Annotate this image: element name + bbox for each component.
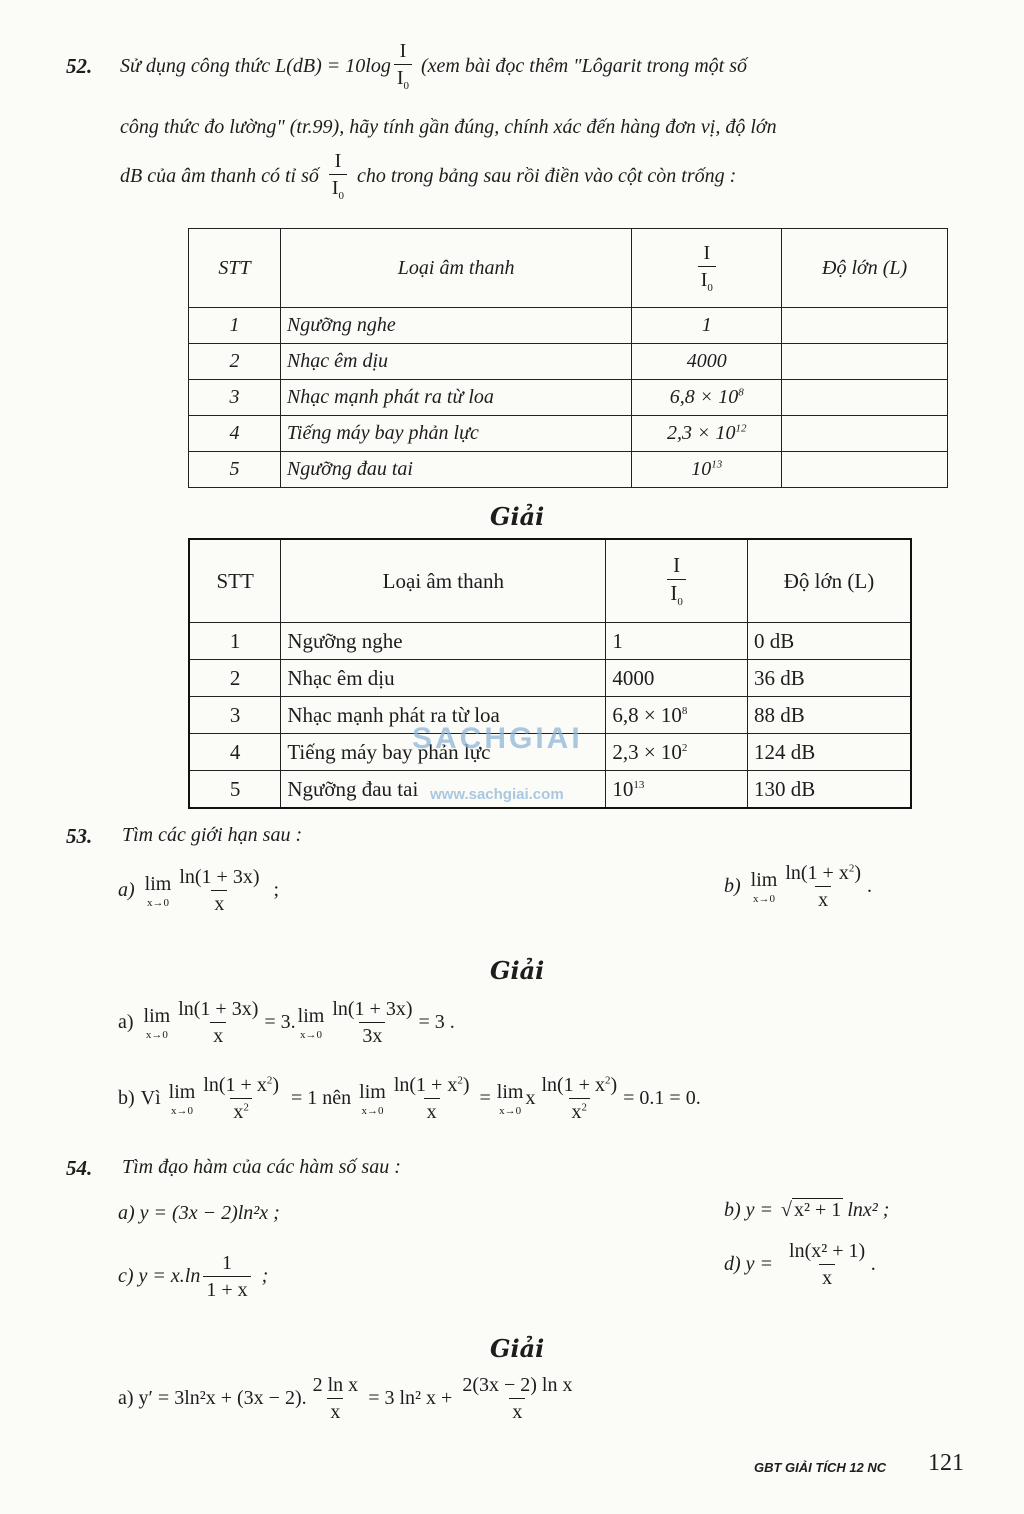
because-word: Vì bbox=[140, 1087, 161, 1109]
problem-52-line3 bbox=[120, 150, 736, 202]
separator: ; bbox=[273, 879, 280, 901]
equals-three: = 3. bbox=[264, 1011, 296, 1033]
lim-text: lim bbox=[297, 1004, 325, 1027]
den-letter: I bbox=[700, 268, 708, 291]
part-label: b) bbox=[724, 875, 741, 897]
fraction bbox=[200, 1074, 282, 1123]
fraction-numerator: ln(x² + 1) bbox=[789, 1240, 866, 1262]
table-row bbox=[189, 623, 911, 660]
factor-x: x bbox=[525, 1087, 536, 1109]
cell-ratio bbox=[632, 380, 782, 416]
problem-54b bbox=[724, 1198, 889, 1222]
ratio-exponent: 13 bbox=[633, 778, 645, 791]
cell-stt: 2 bbox=[189, 344, 281, 380]
fraction-denominator: $x^2$ bbox=[569, 1098, 591, 1123]
den-subscript: 0 bbox=[338, 190, 345, 202]
cell-loudness: 124 dB bbox=[747, 734, 911, 771]
lim-text: lim bbox=[143, 1004, 171, 1027]
problem-54c bbox=[118, 1252, 268, 1301]
ratio-base: 6,8 × 10 bbox=[669, 386, 739, 408]
header-stt: STT bbox=[189, 539, 281, 623]
den-letter: I bbox=[331, 177, 339, 199]
problem-53-number: 53. bbox=[66, 824, 93, 848]
fraction-denominator: 3x bbox=[359, 1022, 385, 1047]
den-letter: I bbox=[396, 67, 404, 89]
ratio-base: 2,3 × 10 bbox=[667, 422, 736, 444]
fraction-denominator: x bbox=[211, 890, 227, 915]
cell-ratio: 4000 bbox=[632, 344, 782, 380]
limit-operator bbox=[145, 873, 172, 909]
fraction-denominator bbox=[394, 64, 412, 92]
fraction-numerator: ln(1 + 3x) bbox=[178, 998, 259, 1020]
lim-text: lim bbox=[144, 872, 172, 895]
ratio-fraction bbox=[698, 242, 716, 294]
table-row bbox=[189, 452, 948, 488]
cell-sound-type: Tiếng máy bay phản lực bbox=[281, 734, 606, 771]
cell-stt: 5 bbox=[189, 771, 281, 809]
fraction bbox=[329, 998, 415, 1047]
num-base: ln(1 + x bbox=[393, 1074, 458, 1096]
b-prefix: b) y = bbox=[724, 1198, 774, 1221]
cell-ratio bbox=[632, 452, 782, 488]
den-subscript: 0 bbox=[707, 281, 713, 294]
fraction-denominator: x bbox=[509, 1398, 525, 1423]
table-header-row bbox=[189, 229, 948, 308]
solution-54a bbox=[118, 1374, 578, 1423]
fraction-denominator: x bbox=[424, 1098, 440, 1123]
fraction bbox=[391, 1074, 473, 1123]
den-subscript: 0 bbox=[403, 80, 410, 92]
fraction-numerator: $\ln(1 + x^2)$ bbox=[203, 1074, 280, 1096]
lim-text: lim bbox=[168, 1080, 196, 1103]
page-number: 121 bbox=[928, 1450, 964, 1476]
fraction-numerator: I bbox=[334, 150, 342, 172]
problem-53a bbox=[118, 866, 279, 915]
solution-53a bbox=[118, 998, 455, 1047]
fraction-numerator: I bbox=[673, 552, 681, 577]
limit-operator bbox=[497, 1081, 524, 1117]
header-loudness: Độ lớn (L) bbox=[782, 229, 948, 308]
fraction bbox=[782, 862, 864, 911]
derivative-middle: = 3 ln² x + bbox=[368, 1387, 453, 1409]
watermark-logo: SACHGIAI bbox=[412, 722, 583, 755]
sqrt-symbol: √ bbox=[781, 1198, 793, 1221]
problem-52-line3-end: cho trong bảng sau rồi điền vào cột còn trống : bbox=[357, 164, 737, 187]
cell-loudness: 0 dB bbox=[747, 623, 911, 660]
part-label: a) bbox=[118, 879, 135, 901]
limit-operator bbox=[169, 1081, 196, 1117]
cell-sound-type: Ngưỡng đau tai bbox=[280, 452, 631, 488]
lim-sub: x→0 bbox=[299, 1028, 322, 1041]
d-prefix: d) y = bbox=[724, 1253, 774, 1275]
header-ratio bbox=[632, 229, 782, 308]
header-sound-type: Loại âm thanh bbox=[281, 539, 606, 623]
solution-heading: Giải bbox=[490, 502, 545, 531]
lim-sub: x→0 bbox=[145, 1028, 168, 1041]
derivative-start: a) y′ = 3ln²x + (3x − 2). bbox=[118, 1387, 307, 1409]
table-header-row bbox=[189, 539, 911, 623]
problem-52-line2: công thức đo lường" (tr.99), hãy tính gần đúng, chính xác đến hàng đơn vị, độ lớn bbox=[120, 116, 777, 138]
solution-heading: Giải bbox=[490, 956, 545, 985]
cell-ratio: 1 bbox=[632, 308, 782, 344]
sound-table-question bbox=[188, 228, 948, 488]
lim-text: lim bbox=[750, 868, 778, 891]
cell-stt: 3 bbox=[189, 380, 281, 416]
part-label: a) bbox=[118, 1011, 134, 1033]
problem-52-line1-start: Sử dụng công thức L(dB) = 10log bbox=[120, 54, 391, 77]
cell-loudness-empty bbox=[782, 380, 948, 416]
fraction-numerator: $\ln(1 + x^2)$ bbox=[393, 1074, 470, 1096]
table-row bbox=[189, 416, 948, 452]
fraction bbox=[203, 1252, 250, 1301]
lim-text: lim bbox=[496, 1080, 524, 1103]
fraction-numerator: $\ln(1 + x^2)$ bbox=[785, 862, 862, 884]
header-ratio bbox=[606, 539, 748, 623]
fraction-denominator: 1 + x bbox=[203, 1276, 250, 1301]
fraction-numerator: ln(1 + 3x) bbox=[179, 866, 260, 888]
cell-sound-type: Nhạc mạnh phát ra từ loa bbox=[280, 380, 631, 416]
cell-sound-type: Ngưỡng đau tai bbox=[281, 771, 606, 809]
fraction-denominator: $x^2$ bbox=[230, 1098, 252, 1123]
problem-54-number: 54. bbox=[66, 1156, 93, 1180]
lim-sub: x→0 bbox=[171, 1104, 193, 1117]
fraction-numerator: I bbox=[399, 40, 407, 62]
num-base: ln(1 + x bbox=[203, 1074, 267, 1096]
equals-one-so: = 1 nên bbox=[291, 1087, 352, 1109]
sound-table-solution bbox=[188, 538, 912, 809]
den-subscript: 0 bbox=[677, 596, 683, 609]
cell-loudness: 88 dB bbox=[747, 697, 911, 734]
table-row bbox=[189, 660, 911, 697]
lim-text: lim bbox=[359, 1080, 386, 1103]
cell-stt: 1 bbox=[189, 623, 281, 660]
limit-operator bbox=[751, 869, 778, 905]
ratio-fraction bbox=[394, 40, 412, 92]
fraction-denominator bbox=[329, 174, 347, 202]
problem-52-line3-start: dB của âm thanh có tỉ số bbox=[120, 164, 319, 187]
ratio-base: 10 bbox=[691, 458, 712, 480]
limit-operator bbox=[359, 1081, 386, 1117]
cell-stt: 3 bbox=[189, 697, 281, 734]
cell-sound-type: Ngưỡng nghe bbox=[280, 308, 631, 344]
fraction-denominator bbox=[698, 266, 716, 294]
header-loudness: Độ lớn (L) bbox=[747, 539, 911, 623]
cell-ratio: 1 bbox=[606, 623, 748, 660]
fraction-denominator bbox=[667, 579, 686, 608]
ratio-base: 10 bbox=[612, 776, 634, 801]
problem-53-title: Tìm các giới hạn sau : bbox=[122, 824, 303, 846]
fraction-denominator: x bbox=[815, 886, 831, 911]
num-base: ln(1 + x bbox=[541, 1074, 605, 1096]
watermark-url: www.sachgiai.com bbox=[430, 786, 564, 803]
cell-sound-type: Nhạc mạnh phát ra từ loa bbox=[281, 697, 606, 734]
fraction-denominator: x bbox=[327, 1398, 343, 1423]
cell-ratio bbox=[606, 771, 748, 809]
cell-stt: 4 bbox=[189, 416, 281, 452]
ratio-base: 2,3 × 10 bbox=[612, 739, 682, 764]
table-row bbox=[189, 344, 948, 380]
fraction bbox=[538, 1074, 620, 1123]
cell-loudness-empty bbox=[782, 344, 948, 380]
cell-stt: 4 bbox=[189, 734, 281, 771]
result: = 3 . bbox=[418, 1011, 455, 1033]
cell-stt: 5 bbox=[189, 452, 281, 488]
ratio-base: 6,8 × 10 bbox=[612, 702, 682, 727]
cell-loudness: 36 dB bbox=[747, 660, 911, 697]
result: = 0.1 = 0. bbox=[623, 1087, 701, 1109]
cell-stt: 2 bbox=[189, 660, 281, 697]
cell-loudness-empty bbox=[782, 308, 948, 344]
equals: = bbox=[479, 1087, 491, 1109]
table-row bbox=[189, 380, 948, 416]
problem-54a: a) y = (3x − 2)ln²x ; bbox=[118, 1202, 280, 1224]
problem-52-number: 52. bbox=[66, 54, 93, 78]
cell-stt: 1 bbox=[189, 308, 281, 344]
lim-sub: x→0 bbox=[753, 892, 775, 905]
lim-sub: x→0 bbox=[147, 896, 169, 909]
header-sound-type: Loại âm thanh bbox=[280, 229, 631, 308]
problem-54d bbox=[724, 1240, 876, 1289]
limit-operator bbox=[144, 1005, 171, 1041]
num-base: ln(1 + x bbox=[785, 862, 849, 884]
ratio-fraction bbox=[667, 554, 686, 608]
period: . bbox=[871, 1253, 877, 1275]
cell-ratio bbox=[606, 734, 748, 771]
ratio-fraction-2 bbox=[329, 150, 347, 202]
fraction-numerator: I bbox=[703, 241, 711, 264]
lim-sub: x→0 bbox=[361, 1104, 384, 1117]
fraction bbox=[459, 1374, 575, 1423]
lim-sub: x→0 bbox=[499, 1104, 522, 1117]
ratio-exponent: 2 bbox=[681, 741, 688, 754]
footer-book-title: GBT GIẢI TÍCH 12 NC bbox=[754, 1460, 887, 1475]
ratio-exponent: 8 bbox=[681, 704, 688, 717]
separator: ; bbox=[261, 1265, 269, 1287]
cell-ratio bbox=[606, 697, 748, 734]
fraction bbox=[175, 998, 261, 1047]
cell-loudness-empty bbox=[782, 452, 948, 488]
fraction bbox=[786, 1240, 868, 1289]
cell-sound-type: Nhạc êm dịu bbox=[281, 660, 606, 697]
part-label: b) bbox=[118, 1087, 135, 1109]
fraction-numerator: 2 ln x bbox=[312, 1374, 359, 1396]
problem-52-line1-end: (xem bài đọc thêm "Lôgarit trong một số bbox=[421, 54, 747, 77]
fraction-numerator: $\ln(1 + x^2)$ bbox=[541, 1074, 618, 1096]
fraction bbox=[310, 1374, 362, 1423]
fraction-denominator: x bbox=[210, 1022, 226, 1047]
problem-54-title: Tìm đạo hàm của các hàm số sau : bbox=[122, 1156, 401, 1178]
problem-53b bbox=[724, 862, 872, 911]
cell-ratio: 4000 bbox=[606, 660, 748, 697]
solution-53b bbox=[118, 1074, 701, 1123]
cell-loudness-empty bbox=[782, 416, 948, 452]
solution-heading: Giải bbox=[490, 1334, 545, 1363]
ratio-exponent: 8 bbox=[738, 386, 744, 399]
cell-sound-type: Nhạc êm dịu bbox=[280, 344, 631, 380]
fraction-numerator: 1 bbox=[221, 1252, 232, 1274]
fraction-numerator: 2(3x − 2) ln x bbox=[462, 1374, 573, 1396]
ratio-exponent: 13 bbox=[711, 458, 723, 471]
limit-operator bbox=[298, 1005, 325, 1041]
fraction-numerator: ln(1 + 3x) bbox=[332, 998, 413, 1020]
cell-loudness: 130 dB bbox=[747, 771, 911, 809]
header-stt: STT bbox=[189, 229, 281, 308]
fraction-denominator: x bbox=[819, 1264, 835, 1289]
ratio-exponent: 12 bbox=[735, 422, 747, 435]
table-row bbox=[189, 308, 948, 344]
cell-sound-type: Ngưỡng nghe bbox=[281, 623, 606, 660]
fraction bbox=[176, 866, 262, 915]
period: . bbox=[867, 875, 873, 897]
c-prefix: c) y = x.ln bbox=[118, 1265, 201, 1287]
b-suffix: lnx² ; bbox=[847, 1198, 890, 1221]
cell-ratio bbox=[632, 416, 782, 452]
den-letter: I bbox=[670, 580, 678, 605]
cell-sound-type: Tiếng máy bay phản lực bbox=[280, 416, 631, 452]
problem-52-line1 bbox=[120, 40, 747, 92]
radicand: x² + 1 bbox=[794, 1199, 842, 1221]
